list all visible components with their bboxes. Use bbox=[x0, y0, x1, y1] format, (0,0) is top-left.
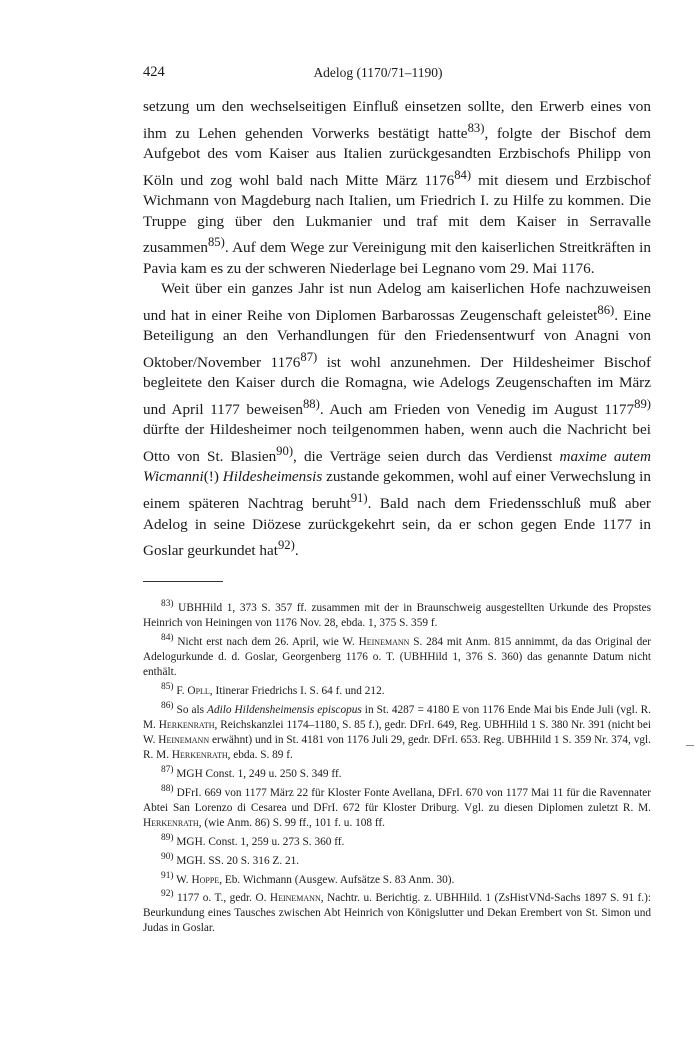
author-name: Herkenrath bbox=[143, 816, 199, 829]
page-number: 424 bbox=[143, 64, 165, 80]
footnote-84 bbox=[143, 631, 651, 680]
footnote-83 bbox=[143, 597, 651, 631]
author-name: Herkenrath bbox=[158, 718, 215, 731]
footnote-number: 84) bbox=[161, 632, 174, 643]
author-name: Opll bbox=[187, 684, 210, 697]
text: dürfte der Hildesheimer noch teilgenommen haben, wenn auch die Nachricht bei Otto von St. Blasien bbox=[143, 421, 651, 465]
footnote-text: So als bbox=[173, 703, 208, 716]
text: . Auf dem Wege zur Vereinigung mit den kaiserlichen Streitkräften in Pavia kam es zu der schweren Niederlage bei Legnano vom 29. Mai 1176. bbox=[143, 239, 651, 277]
footnote-text: , Reichskanzlei 1174–1180, S. 85 f.), gedr. DFrI. 649, Reg. UBHHild 1 S. 380 Nr. 391 (nicht bei W. bbox=[143, 718, 651, 746]
footnote-ref: 87) bbox=[300, 349, 318, 364]
latin-quote: Adilo Hildensheimensis episcopus bbox=[207, 703, 362, 716]
text: mit diesem und Erzbischof Wichmann von Magdeburg nach Italien, um Friedrich I. zu Hilfe zu kommen. Die Truppe ging über den Lukmanier und traf mit dem Kaiser in Serravalle zusammen bbox=[143, 171, 651, 257]
main-text bbox=[143, 97, 651, 562]
text: . Bald nach dem Friedensschluß muß aber Adelog in seine Diözese zurückgekehrt sein, da er schon gegen Ende 1177 in Goslar geurkundet hat bbox=[143, 495, 651, 560]
text: . bbox=[294, 542, 299, 560]
footnote-text: W. bbox=[173, 873, 192, 886]
footnote-text: DFrI. 669 von 1177 März 22 für Kloster Fonte Avellana, DFrI. 670 von 1177 Mai 11 für die Ravennater Abtei San Lorenzo di Cesarea und DFrI. 672 für Kloster Driburg. Vgl. zu diesen Diplomen zuletzt R. M. bbox=[143, 786, 651, 814]
footnote-91 bbox=[143, 869, 651, 888]
footnote-ref: 84) bbox=[454, 167, 472, 182]
text: , die Verträge seien durch das Verdienst bbox=[293, 447, 560, 465]
footnotes bbox=[143, 597, 651, 937]
footnote-ref: 85) bbox=[207, 235, 225, 250]
text: . Auch am Frieden von Venedig im August 1177 bbox=[319, 400, 635, 418]
footnote-ref: 88) bbox=[302, 396, 320, 411]
footnote-number: 83) bbox=[161, 599, 174, 609]
footnote-number: 90) bbox=[161, 851, 174, 862]
footnote-ref: 89) bbox=[634, 396, 651, 411]
footnote-87 bbox=[143, 763, 651, 782]
running-head: Adelog (1170/71–1190) bbox=[313, 65, 443, 80]
margin-mark bbox=[686, 745, 694, 746]
author-name: Heinemann bbox=[358, 635, 410, 648]
author-name: Hoppe bbox=[191, 873, 220, 886]
footnote-text: , ebda. S. 89 f. bbox=[227, 748, 293, 761]
text: . Eine Beteiligung an den Verhandlungen für den Friedensentwurf von Anagni von Oktober/November 1176 bbox=[143, 306, 651, 371]
footnote-number: 88) bbox=[161, 783, 174, 794]
footnote-number: 91) bbox=[161, 870, 174, 881]
footnote-text: Nicht erst nach dem 26. April, wie W. bbox=[173, 635, 359, 648]
footnote-text: in St. 4287 = 4180 E von 1176 Ende Mai bis Ende Juli (vgl. R. M. bbox=[143, 703, 652, 731]
footnote-85 bbox=[143, 680, 651, 699]
text: zustande gekommen, wohl auf einer Verwechslung in einem späteren Nachtrag beruht bbox=[143, 468, 651, 512]
footnote-90 bbox=[143, 850, 651, 869]
footnote-text: 1177 o. T., gedr. O. bbox=[173, 892, 270, 905]
footnote-text: , Itinerar Friedrichs I. S. 64 f. und 212. bbox=[209, 684, 385, 697]
footnote-text: , (wie Anm. 86) S. 99 ff., 101 f. u. 108 ff. bbox=[198, 816, 386, 829]
footnote-89 bbox=[143, 831, 651, 850]
footnote-number: 92) bbox=[161, 889, 174, 900]
footnote-ref: 83) bbox=[467, 120, 485, 135]
paragraph-2 bbox=[143, 279, 651, 561]
text: , folgte der Bischof dem Aufgebot des vom Kaiser aus Italien zurückgesandten Erzbischofs Philipp von Köln und zog wohl bald nach Mitte März 1176 bbox=[143, 124, 651, 189]
footnote-divider bbox=[143, 581, 223, 582]
footnote-ref: 91) bbox=[350, 490, 368, 505]
author-name: Heinemann bbox=[158, 733, 210, 746]
footnote-text: MGH. SS. 20 S. 316 Z. 21. bbox=[173, 854, 300, 867]
footnote-text: F. bbox=[173, 684, 188, 697]
text: ist wohl anzunehmen. Der Hildesheimer Bischof begleitete den Kaiser durch die Romagna, wie Adelogs Zeugenschaften im März und April 1177 beweisen bbox=[143, 353, 651, 418]
footnote-number: 85) bbox=[161, 682, 174, 692]
text: Weit über ein ganzes Jahr ist nun Adelog am kaiserlichen Hofe nachzuweisen und hat in einer Reihe von Diplomen Barbarossas Zeugenschaft geleistet bbox=[143, 280, 651, 324]
footnote-text: erwähnt) und in St. 4181 von 1176 Juli 29, gedr. DFrI. 653. Reg. UBHHild 1 S. 359 Nr. 374, vgl. R. M. bbox=[143, 733, 651, 761]
footnote-text: , Eb. Wichmann (Ausgew. Aufsätze S. 83 Anm. 30). bbox=[219, 873, 455, 886]
footnote-text: MGH. Const. 1, 259 u. 273 S. 360 ff. bbox=[173, 835, 345, 848]
author-name: Herkenrath bbox=[171, 748, 228, 761]
text: (!) bbox=[203, 468, 223, 486]
footnote-number: 87) bbox=[161, 765, 174, 775]
footnote-88 bbox=[143, 782, 651, 831]
footnote-number: 86) bbox=[161, 700, 174, 711]
footnote-text: , Nachtr. u. Berichtig. z. UBHHild. 1 (ZsHistVNd-Sachs 1897 S. 91 f.): Beurkundung eines Tausches zwischen Abt Heinrich von Königslutter und Dekan Erembert von St. Simon und Judas in Goslar. bbox=[143, 892, 651, 935]
footnote-number: 89) bbox=[161, 832, 174, 843]
latin-quote: Hildesheimensis bbox=[222, 468, 323, 486]
footnote-text: S. 284 mit Anm. 815 annimmt, da das Original der Adelogurkunde d. d. Goslar, Georgenberg 1176 o. T. (UBHHild 1, 376 S. 360) das genannte Datum nicht enthält. bbox=[143, 635, 651, 678]
footnote-92 bbox=[143, 887, 651, 936]
latin-quote: maxime autem Wicmanni bbox=[143, 447, 651, 486]
footnote-86 bbox=[143, 699, 651, 763]
author-name: Heinemann bbox=[269, 892, 321, 905]
footnote-text: UBHHild 1, 373 S. 357 ff. zusammen mit der in Braunschweig ausgestellten Urkunde des Propstes Heinrich von Heiningen von 1176 Nov. 28, ebda. 1, 375 S. 359 f. bbox=[143, 601, 651, 629]
footnote-ref: 86) bbox=[597, 302, 615, 317]
paragraph-1 bbox=[143, 97, 651, 279]
footnote-text: MGH Const. 1, 249 u. 250 S. 349 ff. bbox=[173, 767, 342, 780]
footnote-ref: 90) bbox=[276, 443, 294, 458]
footnote-ref: 92) bbox=[277, 538, 295, 552]
text: setzung um den wechselseitigen Einfluß einsetzen sollte, den Erwerb eines von ihm zu Lehen gehenden Vorwerks bestätigt hatte bbox=[143, 98, 651, 142]
